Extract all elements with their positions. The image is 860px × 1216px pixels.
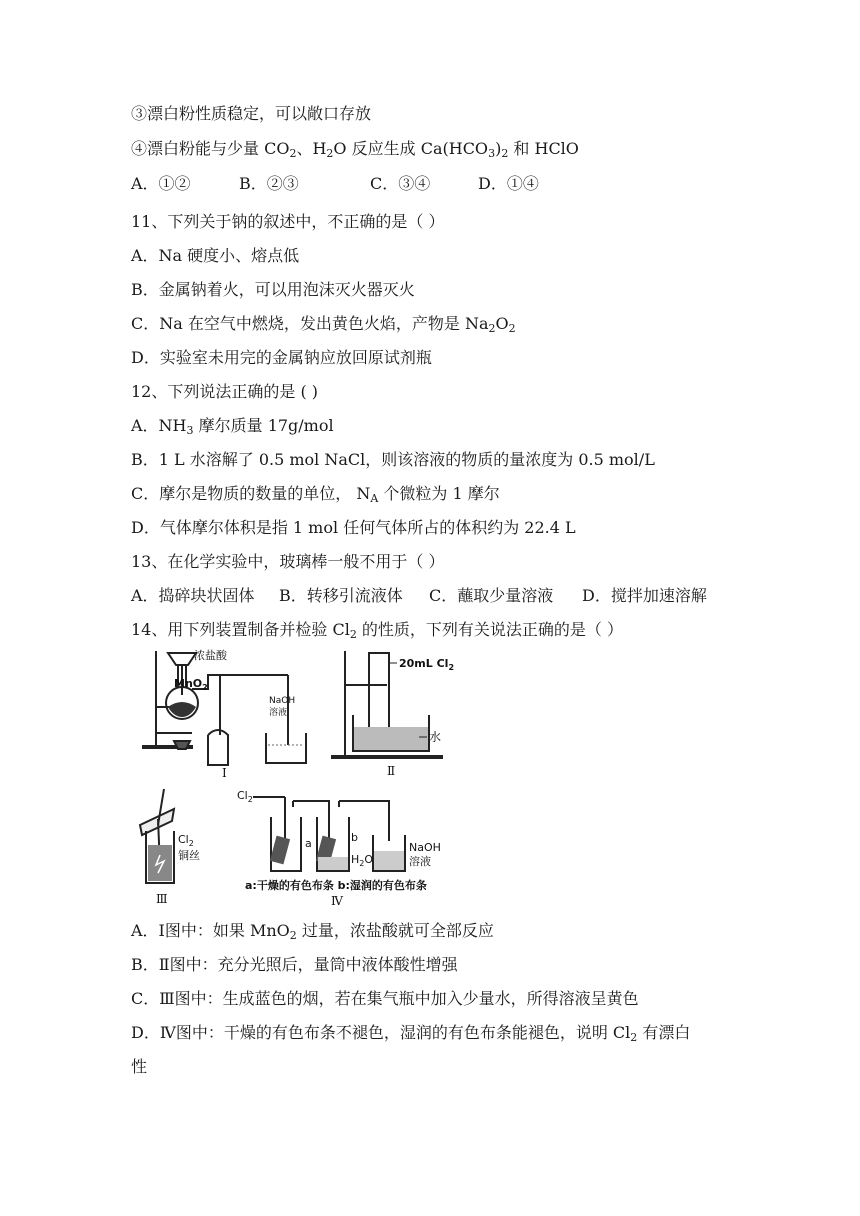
- q12-stem: 12、下列说法正确的是 ( ): [131, 382, 319, 401]
- label-solution: 溶液: [409, 855, 431, 868]
- label-b: b: [351, 831, 358, 844]
- label-solution: 溶液: [269, 708, 288, 718]
- q14-option-c: C．Ⅲ图中：生成蓝色的烟，若在集气瓶中加入少量水，所得溶液呈黄色: [131, 989, 639, 1008]
- apparatus-figure-4: [233, 785, 463, 910]
- copper-burning-diagram: [134, 785, 224, 910]
- apparatus-figure-3: [134, 785, 224, 910]
- choice-d: D．搅拌加速溶解: [582, 586, 707, 605]
- apparatus-figure-2: [325, 645, 485, 780]
- q10-option-4: ④漂白粉能与少量 $CO_2$、$H_2O$ 反应生成 $Ca(HCO_3)_2$ 和 HClO: [131, 139, 579, 160]
- q14-stem: 14、用下列装置制备并检验 $Cl_2$ 的性质，下列有关说法正确的是（ ）: [131, 620, 623, 641]
- figure-label-1: Ⅰ: [222, 766, 227, 780]
- label-copper-wire: 铜丝: [178, 849, 200, 862]
- choice-d: D．①④: [478, 174, 539, 193]
- choice-c: C．③④: [370, 174, 431, 193]
- label-cl2-inlet: $Cl_2$: [237, 789, 253, 804]
- label-20ml-cl2: 20mL $Cl_2$: [399, 657, 455, 672]
- q13-choices: [131, 585, 707, 607]
- q14-option-d-continued: 性: [131, 1057, 148, 1076]
- label-h2o: $H_2O$: [351, 853, 374, 868]
- chlorine-generator-diagram: [138, 645, 318, 780]
- figure-label-3: Ⅲ: [156, 892, 168, 906]
- label-cl2: $Cl_2$: [178, 833, 194, 848]
- choice-c: C．蘸取少量溶液: [429, 586, 554, 605]
- choice-a: A．捣碎块状固体: [131, 586, 255, 605]
- label-naoh: NaOH: [269, 696, 296, 706]
- label-conc-hcl: 浓盐酸: [194, 649, 227, 662]
- q14-option-a: A．Ⅰ图中：如果 MnO$_2$ 过量，浓盐酸就可全部反应: [131, 921, 494, 942]
- figure-label-2: Ⅱ: [387, 764, 396, 778]
- q12-option-a: A．$NH_3$ 摩尔质量 17g/mol: [131, 416, 334, 437]
- q11-option-a: A．Na 硬度小、熔点低: [131, 246, 300, 265]
- q11-option-c: C．Na 在空气中燃烧，发出黄色火焰，产物是 $Na_2O_2$: [131, 314, 516, 335]
- label-mno2: MnO$_2$: [174, 677, 208, 692]
- q13-stem: 13、在化学实验中，玻璃棒一般不用于（ ）: [131, 552, 445, 571]
- choice-a: A．①②: [131, 174, 191, 193]
- q14-option-b: B．Ⅱ图中：充分光照后，量筒中液体酸性增强: [131, 955, 458, 974]
- label-a: a: [305, 837, 312, 850]
- q12-option-c: C．摩尔是物质的数量的单位， $N_A$ 个微粒为 1 摩尔: [131, 484, 500, 505]
- q11-stem: 11、下列关于钠的叙述中，不正确的是（ ）: [131, 212, 445, 231]
- q10-option-3: ③漂白粉性质稳定，可以敞口存放: [131, 104, 372, 123]
- figure-label-4: Ⅳ: [331, 894, 343, 908]
- q10-choices: [131, 173, 539, 195]
- label-water: 水: [429, 730, 442, 744]
- q14-option-d: D．Ⅳ图中：干燥的有色布条不褪色，湿润的有色布条能褪色，说明 $Cl_2$ 有漂白: [131, 1023, 691, 1044]
- cylinder-in-water-diagram: [325, 645, 485, 780]
- q12-option-b: B．1 L 水溶解了 0.5 mol NaCl，则该溶液的物质的量浓度为 0.5 mol/L: [131, 450, 655, 469]
- choice-b: B．转移引流液体: [279, 586, 403, 605]
- figure-caption-4: a:干燥的有色布条 b:湿润的有色布条: [245, 879, 427, 892]
- choice-b: B．②③: [239, 174, 299, 193]
- apparatus-figure-1: [138, 645, 318, 780]
- label-naoh: NaOH: [409, 841, 441, 854]
- q12-option-d: D．气体摩尔体积是指 1 mol 任何气体所占的体积约为 22.4 L: [131, 518, 576, 537]
- bleaching-test-diagram: [233, 785, 463, 910]
- q11-option-b: B．金属钠着火，可以用泡沫灭火器灭火: [131, 280, 415, 299]
- q11-option-d: D．实验室未用完的金属钠应放回原试剂瓶: [131, 348, 432, 367]
